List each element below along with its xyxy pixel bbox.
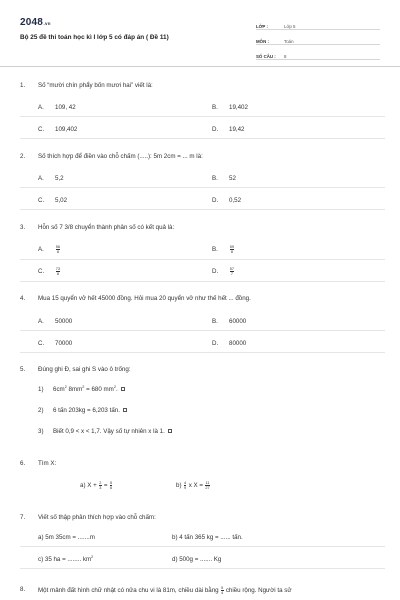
q1-option-d[interactable]: D. 19,42 (212, 126, 245, 133)
fraction: $\frac{57}{7}$ (229, 267, 235, 276)
option-separator (20, 116, 385, 117)
option-separator (20, 330, 385, 331)
checkbox-icon[interactable] (168, 429, 172, 433)
q3-option-a[interactable]: A. $\frac{56}{8}$ (38, 245, 61, 254)
question-text: Đúng ghi Đ, sai ghi S vào ô trống: (38, 366, 131, 373)
q5-item-2: 2) 6 tấn 203kg = 6,203 tấn. (38, 407, 127, 414)
question-4 (20, 295, 385, 303)
meta-row-count (256, 47, 380, 60)
fraction: $\frac{4}{9}$ (184, 481, 187, 490)
q2-option-d[interactable]: D. 0,52 (212, 197, 242, 204)
fraction: $\frac{73}{8}$ (55, 267, 61, 276)
question-text: Tìm X: (38, 460, 57, 467)
q2-option-b[interactable]: B. 52 (212, 175, 236, 182)
question-5 (20, 366, 385, 374)
site-logo[interactable] (20, 17, 51, 28)
q1-option-c[interactable]: C. 109,402 (38, 126, 78, 133)
meta-label: MÔN : (256, 39, 269, 44)
question-number: 3. (20, 224, 26, 231)
question-number: 4. (20, 295, 26, 302)
question-number: 5. (20, 366, 26, 373)
q6-part-b: b) $\frac{4}{9}$ x X = $\frac{11}{27}$ (176, 481, 210, 490)
checkbox-icon[interactable] (121, 387, 125, 391)
question-number: 2. (20, 153, 26, 160)
question-1 (20, 82, 385, 90)
question-text: Một mảnh đất hình chữ nhật có nửa chu vi là 81m, chiều dài bằng $\frac{5}{4}$ chiều rộng. Người ta sử (38, 586, 292, 595)
q2-option-a[interactable]: A. 5,2 (38, 175, 64, 182)
checkbox-icon[interactable] (123, 408, 127, 412)
fraction: $\frac{59}{8}$ (229, 245, 235, 254)
question-number: 7. (20, 514, 26, 521)
fraction: $\frac{56}{8}$ (55, 245, 61, 254)
option-separator (20, 138, 385, 139)
q7-part-a: a) 5m 35cm = .......m (38, 534, 95, 541)
question-number: 8. (20, 586, 26, 593)
question-number: 1. (20, 82, 26, 89)
option-separator (20, 568, 385, 569)
meta-value: Toán (284, 39, 294, 44)
document-title: Bộ 25 đề thi toán học kì I lớp 5 có đáp án ( Đề 11) (20, 34, 169, 41)
q3-option-b[interactable]: B. $\frac{59}{8}$ (212, 245, 235, 254)
meta-label: LỚP : (256, 24, 268, 29)
option-separator (20, 259, 385, 260)
question-6 (20, 460, 385, 468)
q2-option-c[interactable]: C. 5,02 (38, 197, 68, 204)
q1-option-a[interactable]: A. 109, 42 (38, 104, 76, 111)
fraction: $\frac{5}{6}$ (110, 481, 113, 490)
q7-part-d: d) 500g = ....... Kg (172, 556, 222, 563)
fraction: $\frac{5}{4}$ (221, 586, 224, 595)
question-3 (20, 224, 385, 232)
option-separator (20, 281, 385, 282)
q7-part-c: c) 35 ha = ........ $km^2$ (38, 554, 94, 563)
header-divider (0, 66, 400, 67)
option-separator (20, 352, 385, 353)
question-text: Mua 15 quyển vở hết 45000 đồng. Hỏi mua 20 quyển vở như thế hết ... đồng. (38, 295, 251, 302)
meta-label: SỐ CÂU : (256, 54, 276, 59)
q4-option-a[interactable]: A. 50000 (38, 318, 73, 325)
question-8 (20, 586, 385, 595)
question-text: Số “mười chín phẩy bốn mươi hai” viết là: (38, 82, 153, 89)
logo-suffix: .vn (43, 21, 51, 26)
question-7 (20, 514, 385, 522)
fraction: $\frac{11}{27}$ (205, 481, 210, 490)
option-separator (20, 187, 385, 188)
question-2 (20, 153, 385, 161)
q6-part-a: a) X + $\frac{2}{3}$ = $\frac{5}{6}$ (80, 481, 113, 490)
fraction: $\frac{2}{3}$ (99, 481, 102, 490)
logo-main: 2048 (20, 17, 44, 28)
meta-row-subject (256, 32, 380, 45)
q4-option-d[interactable]: D. 80000 (212, 340, 247, 347)
q1-option-b[interactable]: B. 19,402 (212, 104, 248, 111)
meta-value: Lớp 5 (284, 24, 296, 29)
option-separator (20, 546, 385, 547)
q5-item-3: 3) Biết 0,9 < x < 1,7. Vậy số tự nhiên x là 1. (38, 428, 172, 435)
q3-option-c[interactable]: C. $\frac{73}{8}$ (38, 267, 61, 276)
question-text: Hỗn số 7 3/8 chuyển thành phân số có kết quả là: (38, 224, 175, 231)
q3-option-d[interactable]: D. $\frac{57}{7}$ (212, 267, 235, 276)
meta-value: 8 (284, 54, 287, 59)
question-number: 6. (20, 460, 26, 467)
q5-item-1: 1) $6cm^2$ $8mm^2 = 680$ $mm^2$. (38, 386, 125, 393)
q4-option-c[interactable]: C. 70000 (38, 340, 73, 347)
question-text: Số thích hợp để điền vào chỗ chấm (.....): 5m 2cm = ... m là: (38, 153, 203, 160)
option-separator (20, 209, 385, 210)
q4-option-b[interactable]: B. 60000 (212, 318, 247, 325)
question-text: Viết số thập phân thích hợp vào chỗ chấm: (38, 514, 156, 521)
meta-info (256, 17, 380, 62)
meta-row-grade (256, 17, 380, 30)
q7-part-b: b) 4 tấn 365 kg = ...... tấn. (172, 534, 243, 541)
page-header (0, 0, 400, 62)
